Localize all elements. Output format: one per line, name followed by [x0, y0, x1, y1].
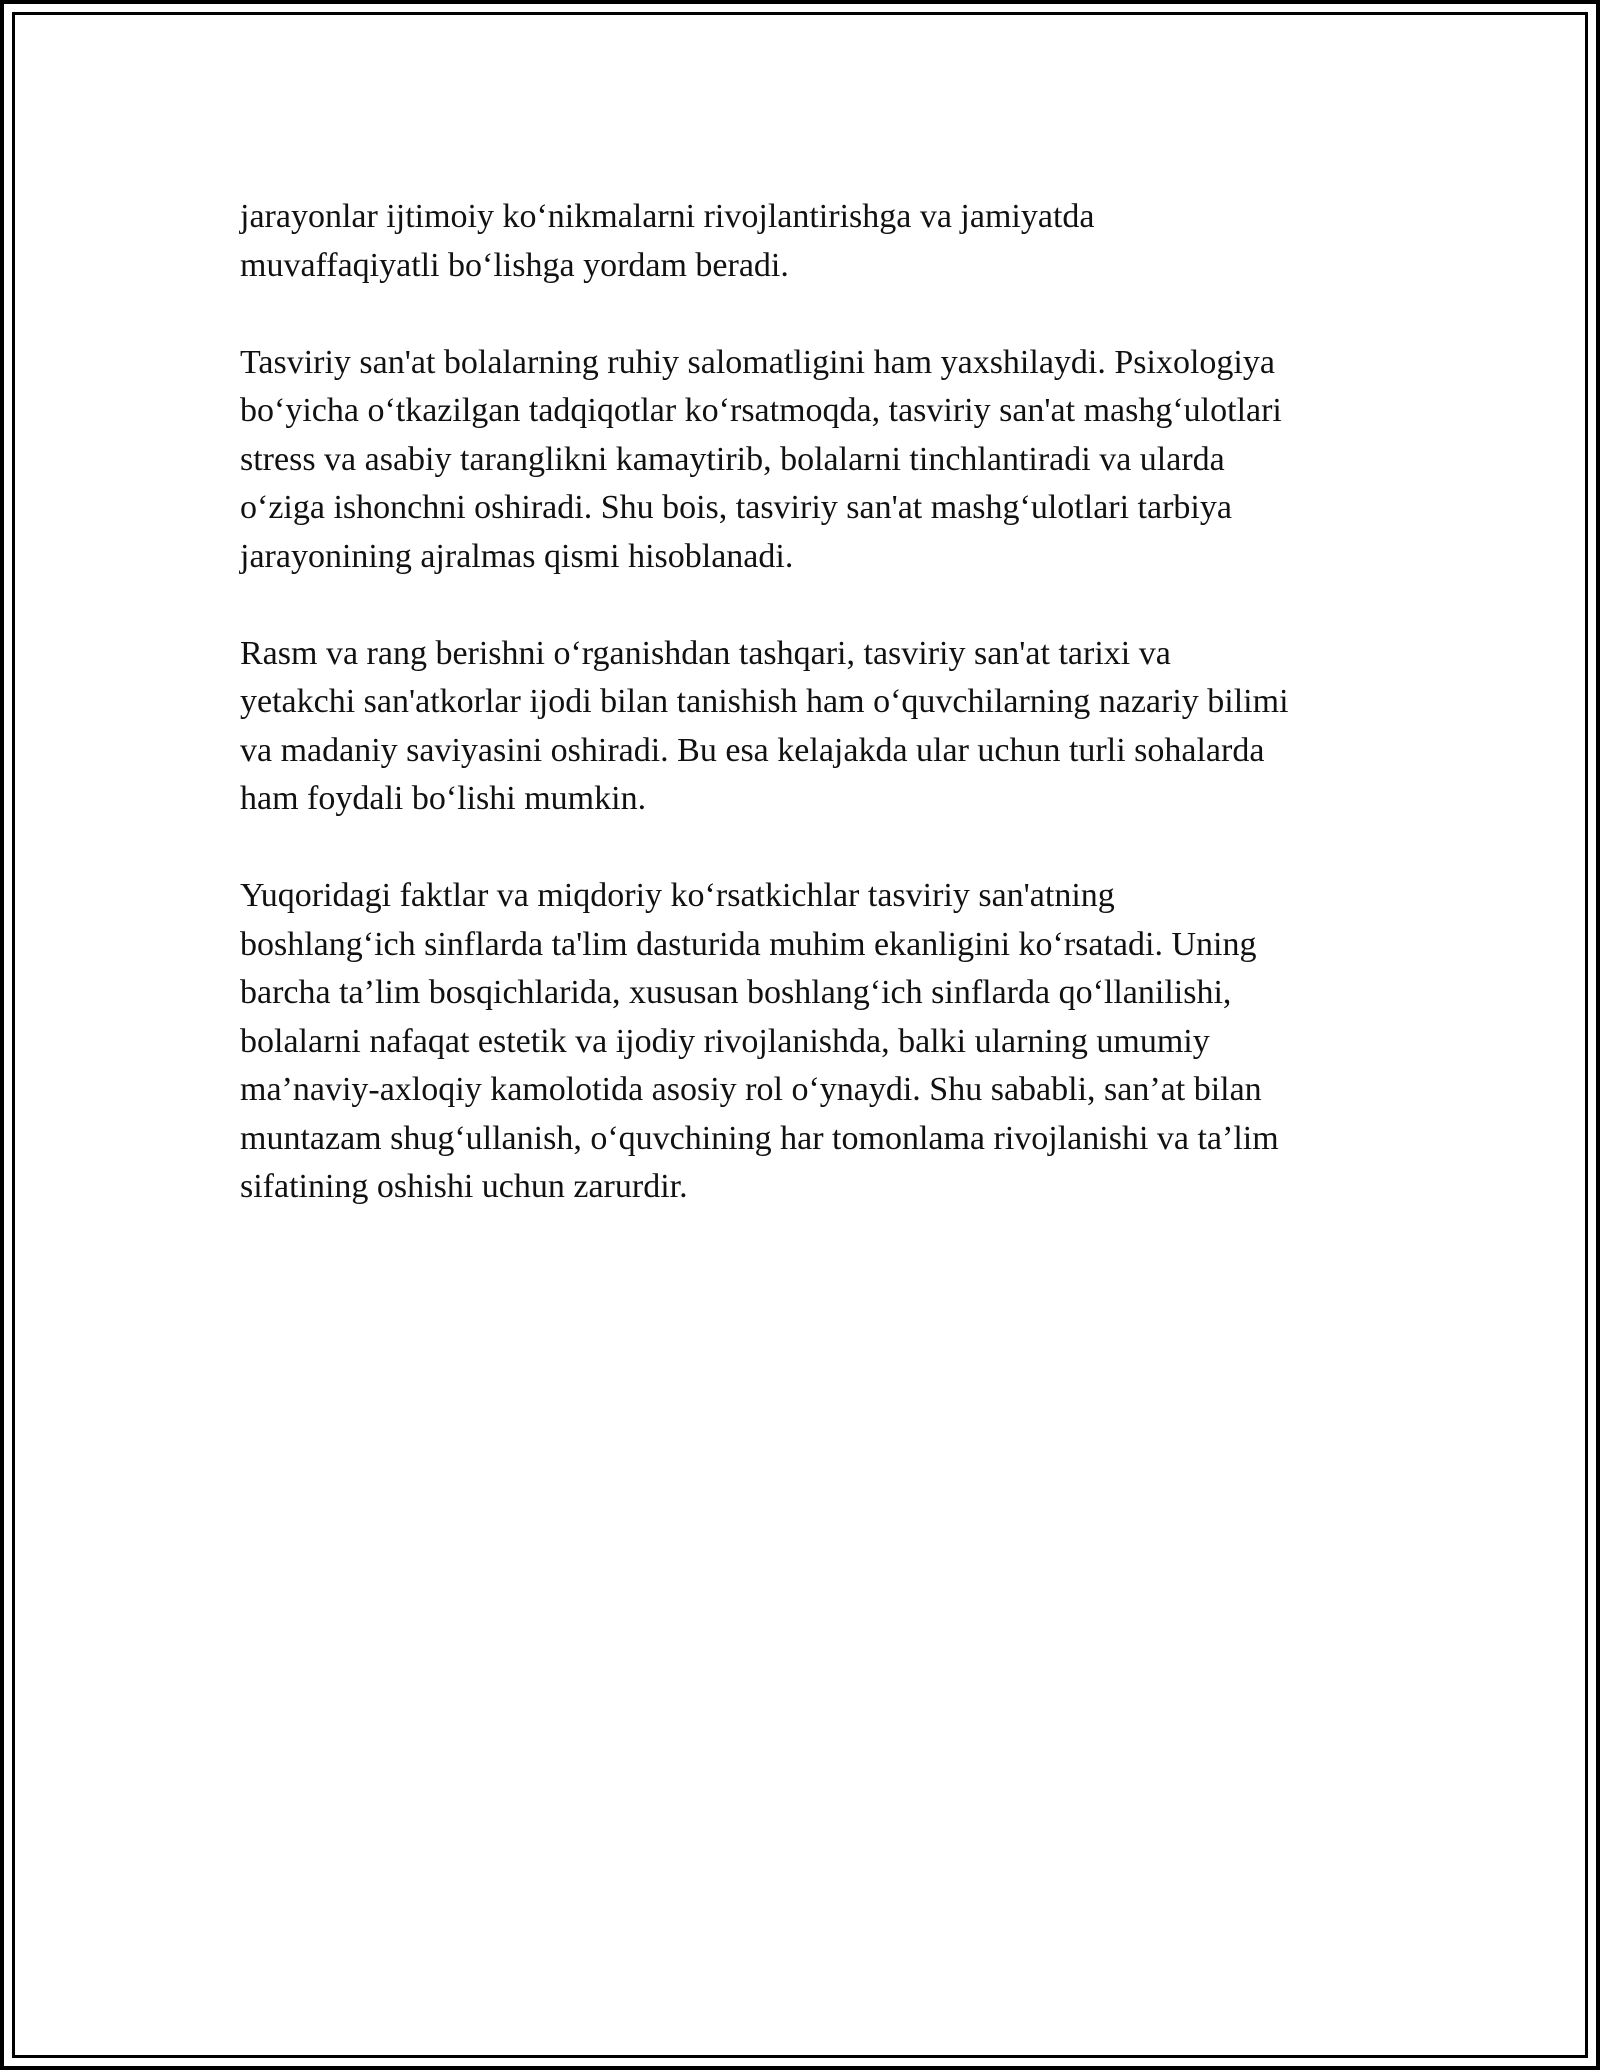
text-line: sifatining oshishi uchun zarurdir.: [240, 1168, 688, 1205]
text-line: jarayonlar ijtimoiy ko‘nikmalarni rivojlantirishga va jamiyatda: [240, 198, 1095, 235]
paragraph-3: [240, 630, 1410, 824]
document-body: [240, 193, 1410, 1260]
text-line: ma’naviy-axloqiy kamolotida asosiy rol o‘ynaydi. Shu sababli, san’at bilan: [240, 1071, 1262, 1108]
text-line: jarayonining ajralmas qismi hisoblanadi.: [240, 537, 794, 575]
text-line: barcha ta’lim bosqichlarida, xususan boshlang‘ich sinflarda qo‘llanilishi,: [240, 974, 1232, 1011]
text-line: bo‘yicha o‘tkazilgan tadqiqotlar ko‘rsatmoqda, tasviriy san'at mashg‘ulotlari: [240, 392, 1282, 429]
text-line: bolalarni nafaqat estetik va ijodiy rivojlanishda, balki ularning umumiy: [240, 1022, 1210, 1060]
text-line: yetakchi san'atkorlar ijodi bilan tanishish ham o‘quvchilarning nazariy bilimi: [240, 683, 1289, 720]
paragraph-4: [240, 872, 1410, 1212]
text-line: stress va asabiy taranglikni kamaytirib, bolalarni tinchlantiradi va ularda: [240, 440, 1225, 478]
text-line: va madaniy saviyasini oshiradi. Bu esa kelajakda ular uchun turli sohalarda: [240, 731, 1265, 769]
text-line: boshlang‘ich sinflarda ta'lim dasturida muhim ekanligini ko‘rsatadi. Uning: [240, 925, 1257, 963]
paragraph-1: [240, 193, 1410, 290]
paragraph-2: [240, 339, 1410, 582]
text-line: Rasm va rang berishni o‘rganishdan tashqari, tasviriy san'at tarixi va: [240, 634, 1171, 672]
text-line: muntazam shug‘ullanish, o‘quvchining har tomonlama rivojlanishi va ta’lim: [240, 1119, 1279, 1157]
text-line: Tasviriy san'at bolalarning ruhiy salomatligini ham yaxshilaydi. Psixologiya: [240, 343, 1275, 381]
text-line: Yuqoridagi faktlar va miqdoriy ko‘rsatkichlar tasviriy san'atning: [240, 877, 1115, 914]
text-line: muvaffaqiyatli bo‘lishga yordam beradi.: [240, 246, 789, 284]
text-line: o‘ziga ishonchni oshiradi. Shu bois, tasviriy san'at mashg‘ulotlari tarbiya: [240, 489, 1232, 526]
text-line: ham foydali bo‘lishi mumkin.: [240, 780, 647, 817]
